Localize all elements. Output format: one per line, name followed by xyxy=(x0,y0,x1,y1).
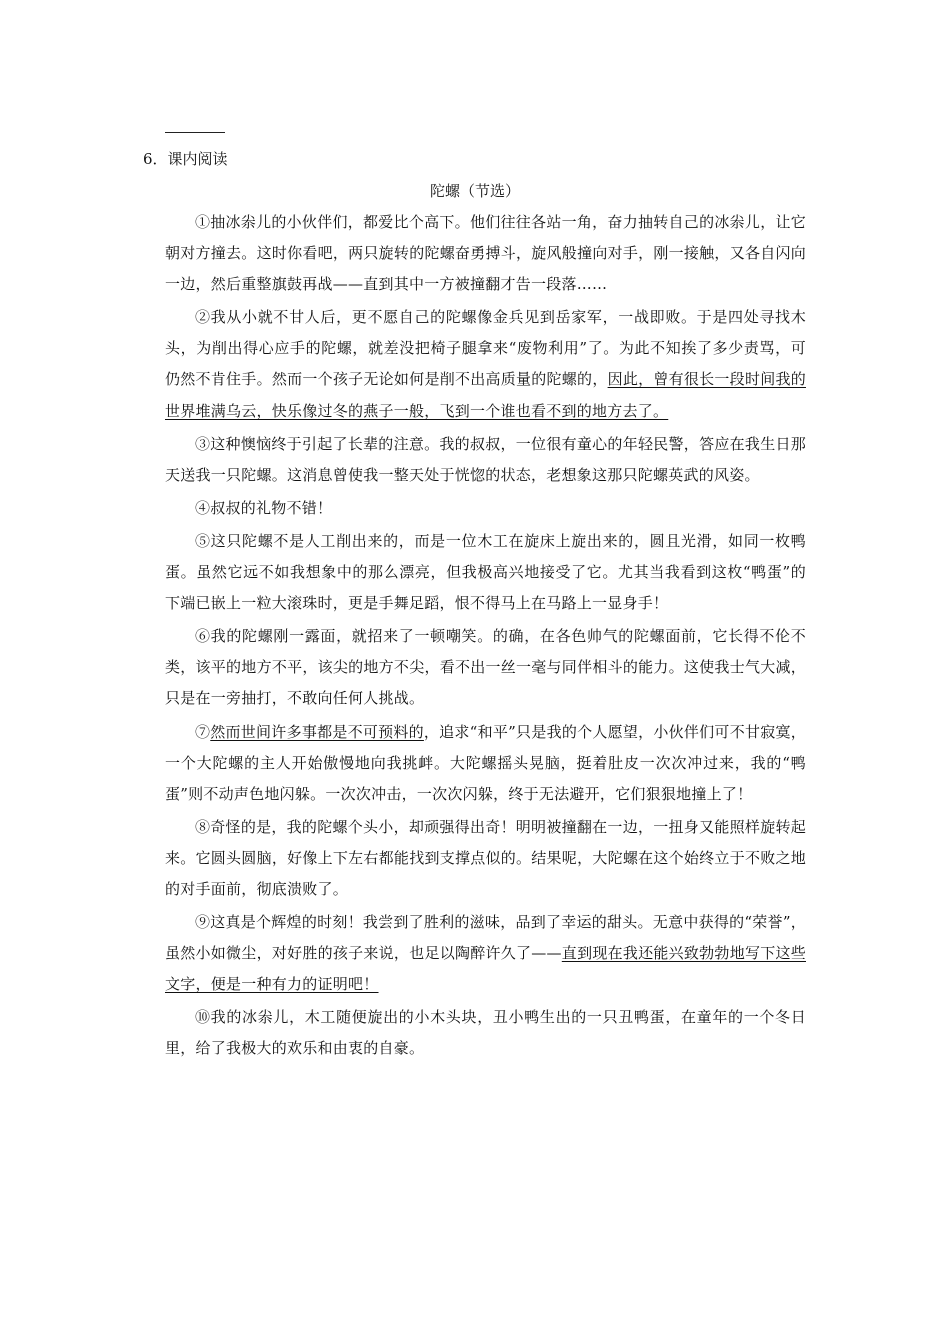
paragraph-1: ①抽冰尜儿的小伙伴们，都爱比个高下。他们往往各站一角，奋力抽转自己的冰尜儿，让它朝对方撞去。这时你看吧，两只旋转的陀螺奋勇搏斗，旋风般撞向对手，刚一接触，又各自闪向一边，然后重整旗鼓再战——直到其中一方被撞翻才告一段落…… xyxy=(165,213,806,294)
passage-title: 陀螺（节选） xyxy=(429,182,520,200)
paragraph-2: ②我从小就不甘人后，更不愿自己的陀螺像金兵见到岳家军，一战即败。于是四处寻找木头，为削出得心应手的陀螺，就差没把椅子腿拿来“废物利用”了。为此不知挨了多少责骂，可仍然不肯住手。然而一个孩子无论如何是削不出高质量的陀螺的，因此，曾有很长一段时间我的世界堆满乌云，快乐像过冬的燕子一般，飞到一个谁也看不到的地方去了。 xyxy=(165,308,806,420)
paragraph-4: ④叔叔的礼物不错！ xyxy=(195,498,333,517)
paragraph-6: ⑥我的陀螺刚一露面，就招来了一顿嘲笑。的确，在各色帅气的陀螺面前，它长得不伦不类，该平的地方不平，该尖的地方不尖，看不出一丝一毫与同伴相斗的能力。这使我士气大减，只是在一旁抽打，不敢向任何人挑战。 xyxy=(165,627,806,708)
underlined-sentence: 因此，曾有很长一段时间我的世界堆满乌云，快乐像过冬的燕子一般，飞到一个谁也看不到的地方去了。 xyxy=(165,370,806,420)
question-label: 6．课内阅读 xyxy=(143,150,228,168)
paragraph-7: ⑦然而世间许多事都是不可预料的，追求“和平”只是我的个人愿望，小伙伴们可不甘寂寞，一个大陀螺的主人开始傲慢地向我挑衅。大陀螺摇头晃脑，挺着肚皮一次次冲过来，我的“鸭蛋”则不动声色地闪躲。一次次冲击，一次次闪躲，终于无法避开，它们狠狠地撞上了！ xyxy=(165,722,806,803)
underlined-sentence: 然而世间许多事都是不可预料的 xyxy=(210,722,424,741)
paragraph-10: ⑩我的冰尜儿，木工随便旋出的小木头块，丑小鸭生出的一只丑鸭蛋，在童年的一个冬日里，给了我极大的欢乐和由衷的自豪。 xyxy=(165,1008,806,1058)
underlined-sentence: 直到现在我还能兴致勃勃地写下这些文字，便是一种有力的证明吧！ xyxy=(165,944,806,994)
paragraph-3: ③这种懊恼终于引起了长辈的注意。我的叔叔，一位很有童心的年轻民警，答应在我生日那天送我一只陀螺。这消息曾使我一整天处于恍惚的状态，老想象这那只陀螺英武的风姿。 xyxy=(165,434,806,484)
passage xyxy=(165,207,806,1067)
paragraph-9: ⑨这真是个辉煌的时刻！我尝到了胜利的滋味，品到了幸运的甜头。无意中获得的“荣誉”，虽然小如微尘，对好胜的孩子来说，也足以陶醉许久了——直到现在我还能兴致勃勃地写下这些文字，便是一种有力的证明吧！ xyxy=(165,913,806,994)
paragraph-8: ⑧奇怪的是，我的陀螺个头小，却顽强得出奇！明明被撞翻在一边，一扭身又能照样旋转起来。它圆头圆脑，好像上下左右都能找到支撑点似的。结果呢，大陀螺在这个始终立于不败之地的对手面前，彻底溃败了。 xyxy=(165,817,806,898)
answer-blank-line xyxy=(165,132,225,133)
paragraph-5: ⑤这只陀螺不是人工削出来的，而是一位木工在旋床上旋出来的，圆且光滑，如同一枚鸭蛋。虽然它远不如我想象中的那么漂亮，但我极高兴地接受了它。尤其当我看到这枚“鸭蛋”的下端已嵌上一粒大滚珠时，更是手舞足蹈，恨不得马上在马路上一显身手！ xyxy=(165,531,806,613)
